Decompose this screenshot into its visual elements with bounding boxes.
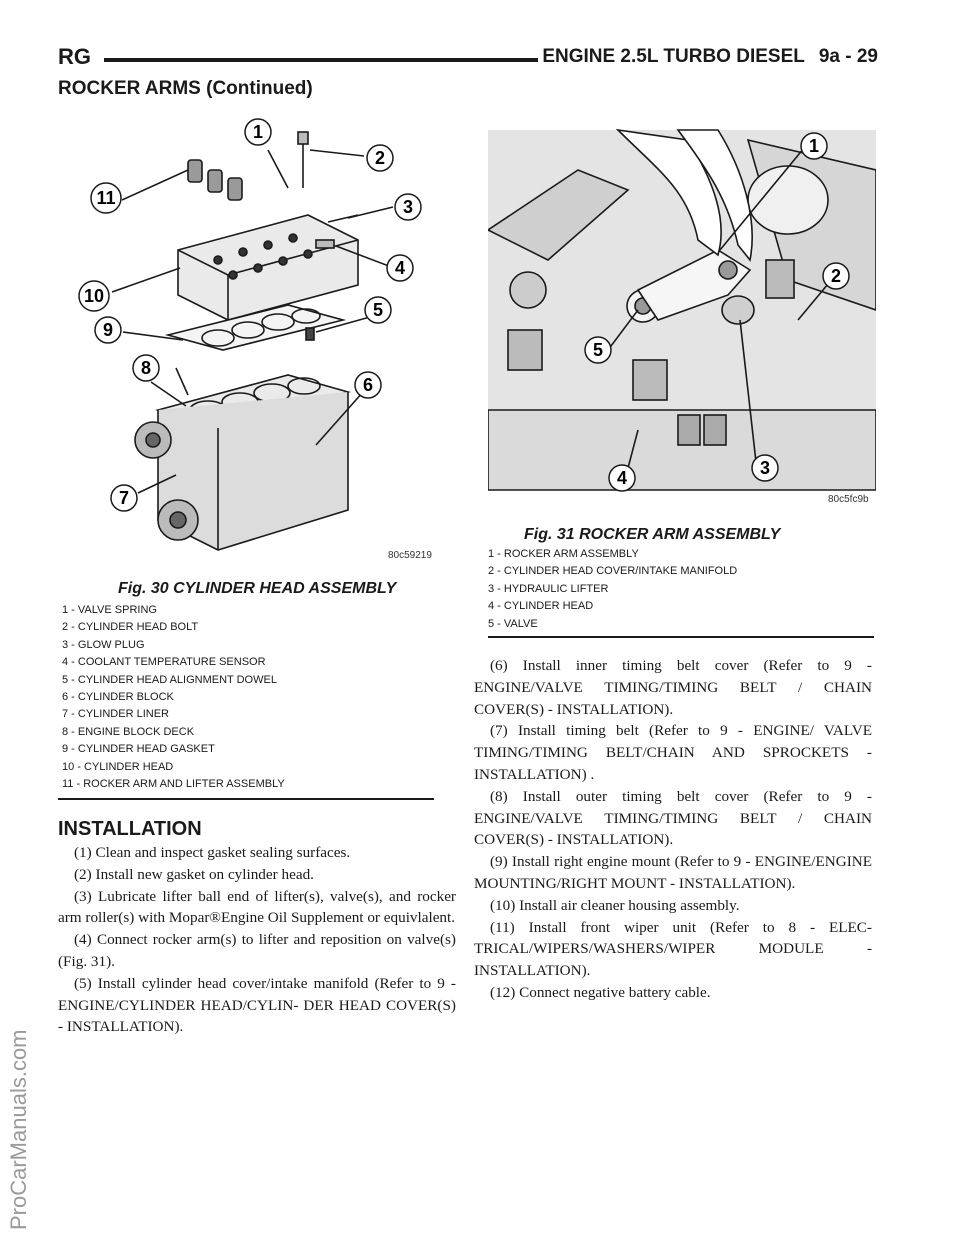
- fig31-code: 80c5fc9b: [828, 494, 869, 505]
- installation-step: (4) Connect rocker arm(s) to lifter and reposition on valve(s) (Fig. 31).: [58, 931, 456, 970]
- fig30-legend-item: 3 - GLOW PLUG: [62, 638, 145, 651]
- fig31-legend-item: 5 - VALVE: [488, 617, 538, 630]
- fig30-legend-item: 7 - CYLINDER LINER: [62, 708, 169, 721]
- installation-heading: INSTALLATION: [58, 818, 202, 840]
- fig30-legend-item: 11 - ROCKER ARM AND LIFTER ASSEMBLY: [62, 777, 285, 790]
- header-title: ENGINE 2.5L TURBO DIESEL: [542, 46, 805, 67]
- fig30-callout-11: 11: [96, 188, 116, 208]
- installation-left-column: [58, 842, 456, 1038]
- fig30-legend-item: 9 - CYLINDER HEAD GASKET: [62, 743, 215, 756]
- fig30-rule: [58, 798, 434, 800]
- fig31-rule: [488, 636, 874, 638]
- installation-step: (7) Install timing belt (Refer to 9 - ENGINE/ VALVE TIMING/TIMING BELT/CHAIN AND SPROCKETS - INSTALLATION) .: [474, 722, 872, 783]
- fig30-callout-5: 5: [372, 300, 384, 320]
- fig30-legend-item: 2 - CYLINDER HEAD BOLT: [62, 621, 199, 634]
- fig31-drawing: [488, 110, 876, 510]
- fig30-callout-6: 6: [362, 375, 374, 395]
- page-number: 9a - 29: [818, 46, 878, 67]
- fig30-legend-item: 8 - ENGINE BLOCK DECK: [62, 725, 195, 738]
- section-continued-heading: ROCKER ARMS (Continued): [58, 78, 313, 99]
- fig31-callout-5: 5: [592, 340, 604, 360]
- watermark: ProCarManuals.com: [6, 1029, 31, 1230]
- installation-step: (3) Lubricate lifter ball end of lifter(s), valve(s), and rocker arm roller(s) with Mopar®Engine Oil Supplement or equivlalent.: [58, 887, 456, 927]
- page-header: [58, 44, 878, 74]
- fig30-callout-2: 2: [374, 148, 386, 168]
- fig31-legend-item: 3 - HYDRAULIC LIFTER: [488, 582, 609, 595]
- installation-step: (5) Install cylinder head cover/intake manifold (Refer to 9 - ENGINE/CYLINDER HEAD/CYLIN- DER HEAD COVER(S) - INSTALLATION).: [58, 974, 456, 1036]
- fig30-callout-9: 9: [102, 320, 114, 340]
- installation-step: (2) Install new gasket on cylinder head.: [74, 865, 314, 883]
- header-code: RG: [58, 44, 91, 69]
- fig30-legend-item: 4 - COOLANT TEMPERATURE SENSOR: [62, 656, 266, 669]
- fig31-illustration: [488, 110, 876, 510]
- fig30-legend-item: 6 - CYLINDER BLOCK: [62, 690, 174, 703]
- fig30-callout-7: 7: [118, 488, 130, 508]
- installation-step: (1) Clean and inspect gasket sealing surfaces.: [74, 844, 351, 861]
- fig30-legend-item: 1 - VALVE SPRING: [62, 604, 157, 616]
- installation-right-column: [474, 655, 872, 1004]
- header-title-block: [542, 46, 878, 68]
- header-rule: [104, 58, 538, 62]
- installation-step: (9) Install right engine mount (Refer to 9 - ENGINE/ENGINE MOUNTING/RIGHT MOUNT - INSTALLATION).: [474, 853, 872, 892]
- fig31-legend-item: 2 - CYLINDER HEAD COVER/INTAKE MANIFOLD: [488, 565, 738, 578]
- installation-step: (10) Install air cleaner housing assembly.: [490, 896, 740, 914]
- fig30-illustration: [58, 110, 434, 570]
- fig31-legend: [488, 546, 737, 633]
- fig31-callout-4: 4: [616, 468, 628, 488]
- fig31-legend-item: 4 - CYLINDER HEAD: [488, 600, 594, 613]
- fig31-title: Fig. 31 ROCKER ARM ASSEMBLY: [524, 526, 781, 543]
- fig31-callout-3: 3: [759, 458, 771, 478]
- fig31-callout-2: 2: [830, 266, 842, 286]
- fig30-callout-10: 10: [83, 286, 105, 306]
- fig30-callout-1: 1: [252, 122, 264, 142]
- fig30-code: 80c59219: [388, 550, 432, 561]
- installation-step: (11) Install front wiper unit (Refer to 8 - ELEC- TRICAL/WIPERS/WASHERS/WIPER MODULE - INSTALLATION).: [474, 918, 872, 980]
- fig30-legend-item: 5 - CYLINDER HEAD ALIGNMENT DOWEL: [62, 673, 277, 686]
- fig30-drawing: [58, 110, 434, 570]
- installation-step: (12) Connect negative battery cable.: [490, 983, 711, 1001]
- fig30-legend: [62, 602, 285, 793]
- fig31-legend-item: 1 - ROCKER ARM ASSEMBLY: [488, 548, 639, 560]
- fig30-callout-3: 3: [402, 197, 414, 217]
- fig30-callout-4: 4: [394, 258, 406, 278]
- installation-step: (8) Install outer timing belt cover (Refer to 9 - ENGINE/VALVE TIMING/TIMING BELT / CHAIN COVER(S) - INSTALLATION).: [474, 787, 872, 849]
- fig31-callout-1: 1: [808, 136, 820, 156]
- fig30-title: Fig. 30 CYLINDER HEAD ASSEMBLY: [118, 580, 397, 597]
- installation-step: (6) Install inner timing belt cover (Refer to 9 - ENGINE/VALVE TIMING/TIMING BELT / CHAIN COVER(S) - INSTALLATION).: [474, 657, 872, 718]
- fig30-callout-8: 8: [140, 358, 152, 378]
- fig30-legend-item: 10 - CYLINDER HEAD: [62, 760, 174, 773]
